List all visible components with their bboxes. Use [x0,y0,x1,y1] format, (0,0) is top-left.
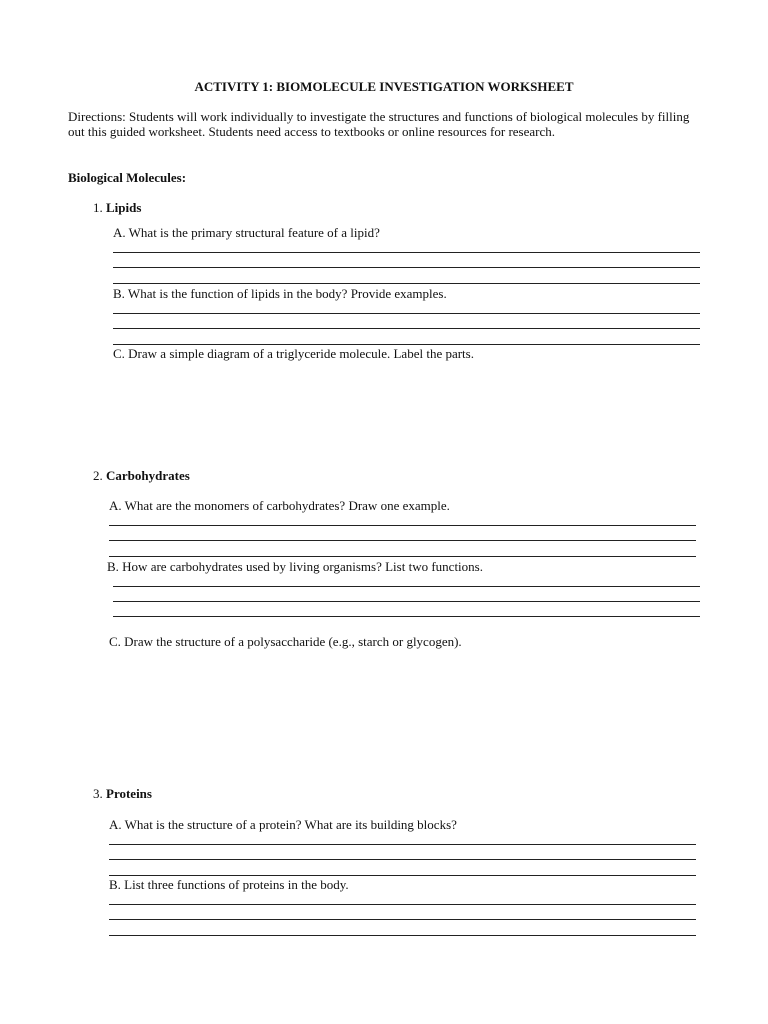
carbohydrates-drawing-area[interactable] [109,656,696,776]
answer-line[interactable] [109,525,696,526]
lipids-question-b: B. What is the function of lipids in the body? Provide examples. [113,286,447,301]
answer-line[interactable] [113,313,700,314]
answer-line[interactable] [109,904,696,905]
answer-line[interactable] [113,601,700,602]
answer-line[interactable] [109,540,696,541]
answer-line[interactable] [109,935,696,936]
section-name: Carbohydrates [106,468,190,483]
answer-line[interactable] [113,344,700,345]
answer-line[interactable] [113,252,700,253]
section-number: 1. [93,200,103,215]
answer-line[interactable] [113,616,700,617]
lipids-question-a: A. What is the primary structural feature of a lipid? [113,225,380,240]
carbohydrates-question-a: A. What are the monomers of carbohydrates? Draw one example. [109,498,450,513]
lipids-drawing-area[interactable] [113,366,700,456]
carbohydrates-question-b: B. How are carbohydrates used by living organisms? List two functions. [107,559,483,574]
proteins-question-b: B. List three functions of proteins in the body. [109,877,349,892]
section-lipids-heading [93,200,141,215]
answer-line[interactable] [113,283,700,284]
section-number: 2. [93,468,103,483]
section-name: Proteins [106,786,152,801]
answer-line[interactable] [113,267,700,268]
answer-line[interactable] [109,844,696,845]
answer-line[interactable] [109,859,696,860]
answer-line[interactable] [113,328,700,329]
section-heading: Biological Molecules: [68,170,187,185]
lipids-question-c: C. Draw a simple diagram of a triglyceride molecule. Label the parts. [113,346,474,361]
section-carbohydrates-heading [93,468,190,483]
answer-line[interactable] [109,556,696,557]
answer-line[interactable] [113,586,700,587]
carbohydrates-question-c: C. Draw the structure of a polysaccharide (e.g., starch or glycogen). [109,634,462,649]
answer-line[interactable] [109,919,696,920]
directions-text: Directions: Students will work individually to investigate the structures and functions of biological molecules by filling out this guided worksheet. Students need access to textbooks or online resources for research. [68,109,690,139]
proteins-question-a: A. What is the structure of a protein? What are its building blocks? [109,817,457,832]
worksheet-title: ACTIVITY 1: BIOMOLECULE INVESTIGATION WORKSHEET [194,79,574,94]
section-proteins-heading [93,786,152,801]
section-name: Lipids [106,200,142,215]
answer-line[interactable] [109,875,696,876]
section-number: 3. [93,786,103,801]
